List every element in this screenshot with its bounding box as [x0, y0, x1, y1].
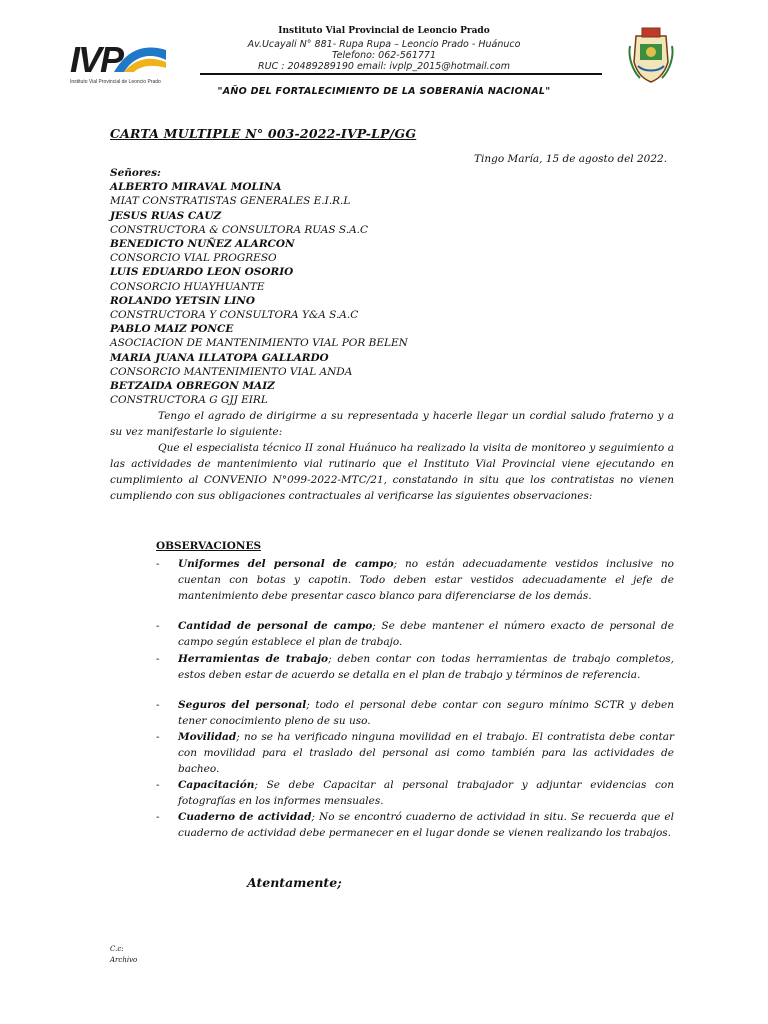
recipient-company: CONSORCIO HUAYHUANTE [110, 281, 265, 293]
recipient-company: MIAT CONSTRATISTAS GENERALES E.I.R.L [110, 195, 351, 207]
closing-phrase: Atentamente; [247, 875, 342, 890]
observation-item [178, 556, 674, 604]
letter-title: CARTA MULTIPLE N° 003-2022-IVP-LP/GG [110, 126, 417, 141]
observation-title: Movilidad [178, 731, 237, 743]
observation-title: Cuaderno de actividad [178, 811, 312, 823]
bullet-dash: - [156, 653, 160, 665]
recipient-name: LUIS EDUARDO LEON OSORIO [110, 266, 294, 278]
observation-text: ; Se debe mantener el número exacto de personal de campo según establece el plan de trabajo. [178, 620, 674, 648]
observation-item [178, 777, 674, 809]
bullet-dash: - [156, 558, 160, 570]
observation-item [178, 697, 674, 729]
observation-item [178, 651, 674, 683]
observation-item [178, 729, 674, 777]
recipient-name: ALBERTO MIRAVAL MOLINA [110, 181, 282, 193]
carbon-copy-label: C.c: [110, 945, 124, 953]
observation-title: Uniformes del personal de campo [178, 558, 394, 570]
archive-label: Archivo [110, 956, 138, 964]
recipient-name: PABLO MAIZ PONCE [110, 323, 234, 335]
institution-name: Instituto Vial Provincial de Leoncio Prado [278, 26, 490, 36]
recipient-name: MARIA JUANA ILLATOPA GALLARDO [110, 352, 329, 364]
institution-phone: Telefono: 062-561771 [332, 50, 436, 61]
recipient-name: BETZAIDA OBREGON MAIZ [110, 380, 275, 392]
logo-subtitle: Instituto Vial Provincial de Leoncio Prado [70, 79, 161, 85]
recipient-company: CONSTRUCTORA G GJJ EIRL [110, 394, 268, 406]
recipient-name: ROLANDO YETSIN LINO [110, 295, 256, 307]
institution-address: Av.Ucayali N° 881- Rupa Rupa – Leoncio Prado - Huánuco [247, 39, 521, 50]
recipient-company: CONSTRUCTORA & CONSULTORA RUAS S.A.C [110, 224, 369, 236]
observation-text: ; no están adecuadamente vestidos inclusive no cuentan con botas y capotin. Todo deben estar vestidos adecuadamente el jefe de mantenimiento debe presentar casco blanco para diferenciarse de los demás. [178, 558, 674, 602]
observation-text: ; Se debe Capacitar al personal trabajador y adjuntar evidencias con fotografías en los informes mensuales. [178, 779, 674, 807]
bullet-dash: - [156, 731, 160, 743]
recipient-name: JESUS RUAS CAUZ [110, 210, 222, 222]
recipient-company: CONSORCIO VIAL PROGRESO [110, 252, 277, 264]
year-motto: "AÑO DEL FORTALECIMIENTO DE LA SOBERANÍA NACIONAL" [217, 86, 551, 97]
logo-text: IVP [70, 39, 123, 80]
recipient-company: CONSORCIO MANTENIMIENTO VIAL ANDA [110, 366, 353, 378]
body-paragraph: Que el especialista técnico II zonal Huánuco ha realizado la visita de monitoreo y seguimiento a las actividades de mantenimiento vial rutinario que el Instituto Vial Provincial viene ejecutando en cumplimiento al CONVENIO N°099-2022-MTC/21, constatando in situ que los contratistas no vienen cumpliendo con sus obligaciones contractuales al verificarse las siguientes observaciones: [110, 442, 674, 502]
recipient-company: ASOCIACION DE MANTENIMIENTO VIAL POR BELEN [110, 337, 408, 349]
observation-title: Cantidad de personal de campo [178, 620, 373, 632]
observations-heading: OBSERVACIONES [156, 540, 262, 552]
observation-title: Herramientas de trabajo [178, 653, 329, 665]
observation-title: Capacitación [178, 779, 255, 791]
municipal-crest-icon [628, 26, 674, 84]
observation-text: ; todo el personal debe contar con seguro mínimo SCTR y deben tener conocimiento pleno de su uso. [178, 699, 675, 727]
bullet-dash: - [156, 811, 160, 823]
observation-item [178, 618, 674, 650]
recipient-company: CONSTRUCTORA Y CONSULTORA Y&A S.A.C [110, 309, 359, 321]
letter-date: Tingo María, 15 de agosto del 2022. [474, 153, 668, 165]
institution-ruc-email: RUC : 20489289190 email: ivplp_2015@hotmail.com [258, 61, 510, 72]
bullet-dash: - [156, 699, 160, 711]
intro-paragraph: Tengo el agrado de dirigirme a su representada y hacerle llegar un cordial saludo fraterno y a su vez manifestarle lo siguiente: [110, 410, 674, 438]
observation-text: ; deben contar con todas herramientas de trabajo completos, estos deben estar de acuerdo se detalla en el plan de trabajo y términos de referencia. [178, 653, 674, 681]
observation-item [178, 809, 674, 841]
header-divider [200, 73, 602, 75]
observation-text: ; no se ha verificado ninguna movilidad en el trabajo. El contratista debe contar con movilidad para el traslado del personal asi como también para las actividades de bacheo. [178, 731, 674, 775]
bullet-dash: - [156, 620, 160, 632]
observation-title: Seguros del personal [178, 699, 307, 711]
bullet-dash: - [156, 779, 160, 791]
observation-text: ; No se encontró cuaderno de actividad in situ. Se recuerda que el cuaderno de actividad debe permanecer en el lugar donde se vienen realizando los trabajos. [178, 811, 674, 839]
salutation: Señores: [110, 167, 161, 179]
recipient-name: BENEDICTO NUÑEZ ALARCON [110, 238, 295, 250]
